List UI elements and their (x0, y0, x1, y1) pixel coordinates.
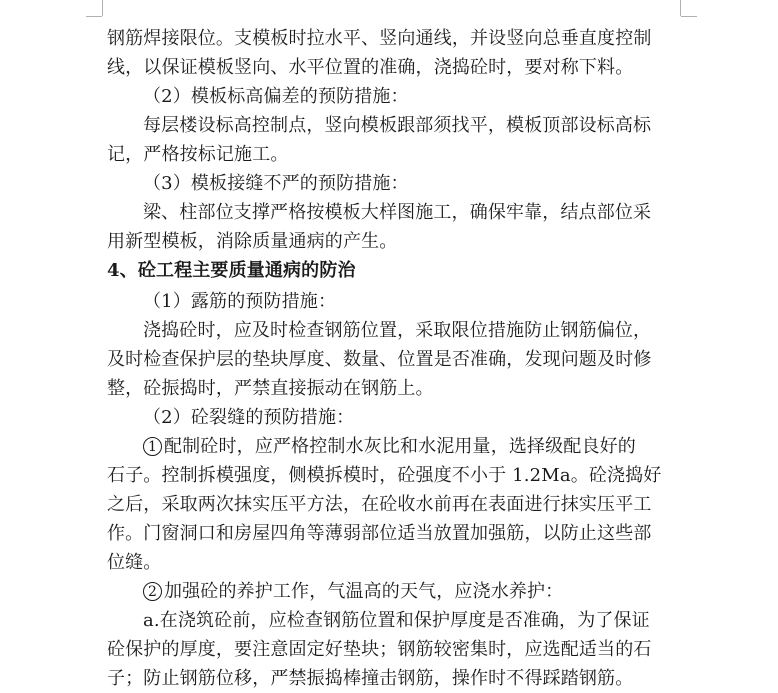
body-line: 用新型模板，消除质量通病的产生。 (107, 231, 398, 252)
body-line: 砼保护的厚度，要注意固定好垫块；钢筋较密集时，应选配适当的石 (107, 639, 652, 660)
body-line: 及时检查保护层的垫块厚度、数量、位置是否准确，发现问题及时修 (107, 349, 652, 370)
body-line: 记，严格按标记施工。 (107, 144, 289, 165)
subheading-line: （1）露筋的预防措施： (143, 291, 337, 312)
numbered-line (143, 580, 563, 604)
body-line: 子；防止钢筋位移，严禁振捣棒撞击钢筋，操作时不得踩踏钢筋。 (107, 668, 634, 689)
body-line: 线，以保证模板竖向、水平位置的准确，浇捣砼时，要对称下料。 (107, 57, 634, 78)
body-line: 整，砼振捣时，严禁直接振动在钢筋上。 (107, 378, 434, 399)
body-line: a.在浇筑砼前，应检查钢筋位置和保护厚度是否准确，为了保证 (143, 610, 650, 631)
crop-mark-top-left-vertical (102, 0, 103, 16)
numbered-line (143, 435, 636, 459)
body-line: 石子。控制拆模强度，侧模拆模时，砼强度不小于 1.2Ma。砼浇捣好 (107, 465, 662, 486)
body-line: 作。门窗洞口和房屋四角等薄弱部位适当放置加强筋，以防止这些部 (107, 523, 652, 544)
subheading-line: （2）砼裂缝的预防措施： (143, 407, 355, 428)
subheading-line: （3）模板接缝不严的预防措施： (143, 173, 409, 194)
body-line: 梁、柱部位支撑严格按模板大样图施工，确保牢靠，结点部位采 (143, 202, 652, 223)
crop-mark-top-right-vertical (680, 0, 681, 16)
body-line: 每层楼设标高控制点，竖向模板跟部须找平，模板顶部设标高标 (143, 115, 652, 136)
circled-number-1: 1 (143, 437, 162, 456)
body-line: 位缝。 (107, 552, 162, 573)
body-line: 浇捣砼时，应及时检查钢筋位置，采取限位措施防止钢筋偏位， (143, 320, 652, 341)
subheading-line: （2）模板标高偏差的预防措施： (143, 86, 409, 107)
crop-mark-top-right-horizontal (681, 16, 697, 17)
body-line: 之后，采取两次抹实压平方法，在砼收水前再在表面进行抹实压平工 (107, 494, 652, 515)
body-line: 钢筋焊接限位。支模板时拉水平、竖向通线，并设竖向总垂直度控制 (107, 28, 652, 49)
numbered-line-text: 加强砼的养护工作，气温高的天气，应浇水养护： (164, 581, 564, 602)
section-heading: 4、砼工程主要质量通病的防治 (107, 260, 356, 281)
crop-mark-top-left-horizontal (86, 16, 102, 17)
circled-number-2: 2 (143, 582, 162, 601)
numbered-line-text: 配制砼时，应严格控制水灰比和水泥用量，选择级配良好的 (164, 436, 636, 457)
